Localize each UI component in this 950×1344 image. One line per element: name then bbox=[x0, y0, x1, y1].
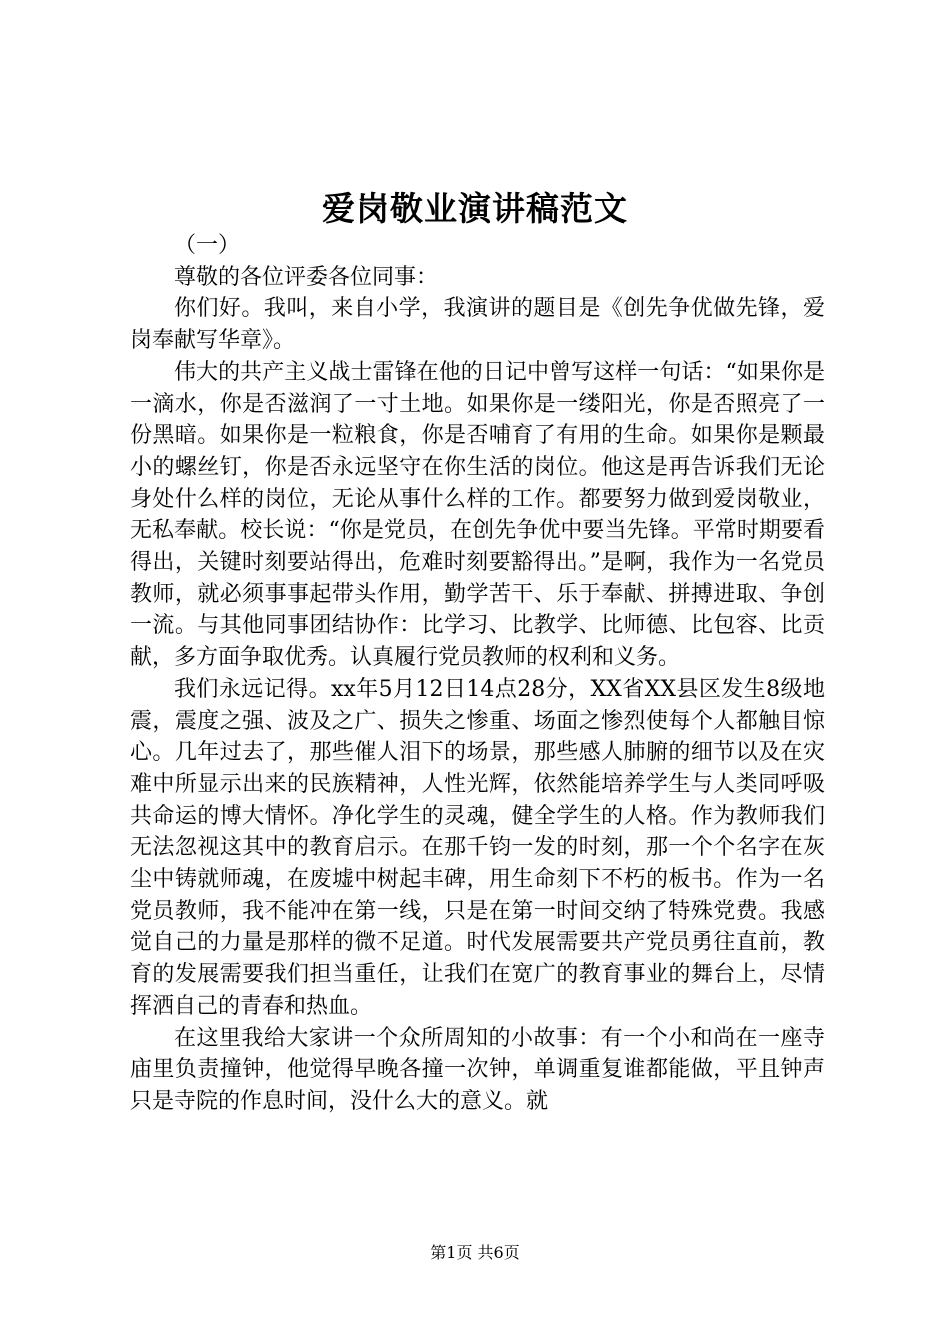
paragraph-leifeng-quote: 伟大的共产主义战士雷锋在他的日记中曾写这样一句话：“如果你是一滴水，你是否滋润了一寸土地。如果你是一缕阳光，你是否照亮了一份黑暗。如果你是一粒粮食，你是否哺育了有用的生命。如果你是颗最小的螺丝钉，你是否永远坚守在你生活的岗位。他这是再告诉我们无论身处什么样的岗位，无论从事什么样的工作。都要努力做到爱岗敬业，无私奉献。校长说：“你是党员，在创先争优中要当先锋。平常时期要看得出，关键时刻要站得出，危难时刻要豁得出。”是啊，我作为一名党员教师，就必须事事起带头作用，勤学苦干、乐于奉献、拼搏进取、争创一流。与其他同事团结协作：比学习、比教学、比师德、比包容、比贡献，多方面争取优秀。认真履行党员教师的权利和义务。 bbox=[130, 359, 825, 671]
paragraph-salutation: 尊敬的各位评委各位同事： bbox=[174, 264, 439, 290]
paragraph-introduction: 你们好。我叫，来自小学，我演讲的题目是《创先争优做先锋，爱岗奉献写华章》。 bbox=[130, 296, 825, 354]
document-body bbox=[130, 230, 825, 1118]
paragraph-story: 在这里我给大家讲一个众所周知的小故事：有一个小和尚在一座寺庙里负责撞钟，他觉得早晚各撞一次钟，单调重复谁都能做，平且钟声只是寺院的作息时间，没什么大的意义。就 bbox=[130, 1025, 825, 1114]
page-footer: 第1页 共6页 bbox=[430, 1243, 520, 1262]
paragraph-earthquake: 我们永远记得。xx年5月12日14点28分，XX省XX县区发生8级地震，震度之强、波及之广、损失之惨重、场面之惨烈使每个人都触目惊心。几年过去了，那些催人泪下的场景，那些感人肺腑的细节以及在灾难中所显示出来的民族精神，人性光辉，依然能培养学生与人类同呼吸共命运的博大情怀。净化学生的灵魂，健全学生的人格。作为教师我们无法忽视这其中的教育启示。在那千钧一发的时刻，那一个个名字在灰尘中铸就师魂，在废墟中树起丰碑，用生命刻下不朽的板书。作为一名党员教师，我不能冲在第一线，只是在第一时间交纳了特殊党费。我感觉自己的力量是那样的微不足道。时代发展需要共产党员勇往直前，教育的发展需要我们担当重任，让我们在宽广的教育事业的舞台上，尽情挥洒自己的青春和热血。 bbox=[130, 676, 825, 1019]
document-title: 爱岗敬业演讲稿范文 bbox=[322, 189, 628, 228]
paragraph-section-number: （一） bbox=[174, 233, 241, 258]
